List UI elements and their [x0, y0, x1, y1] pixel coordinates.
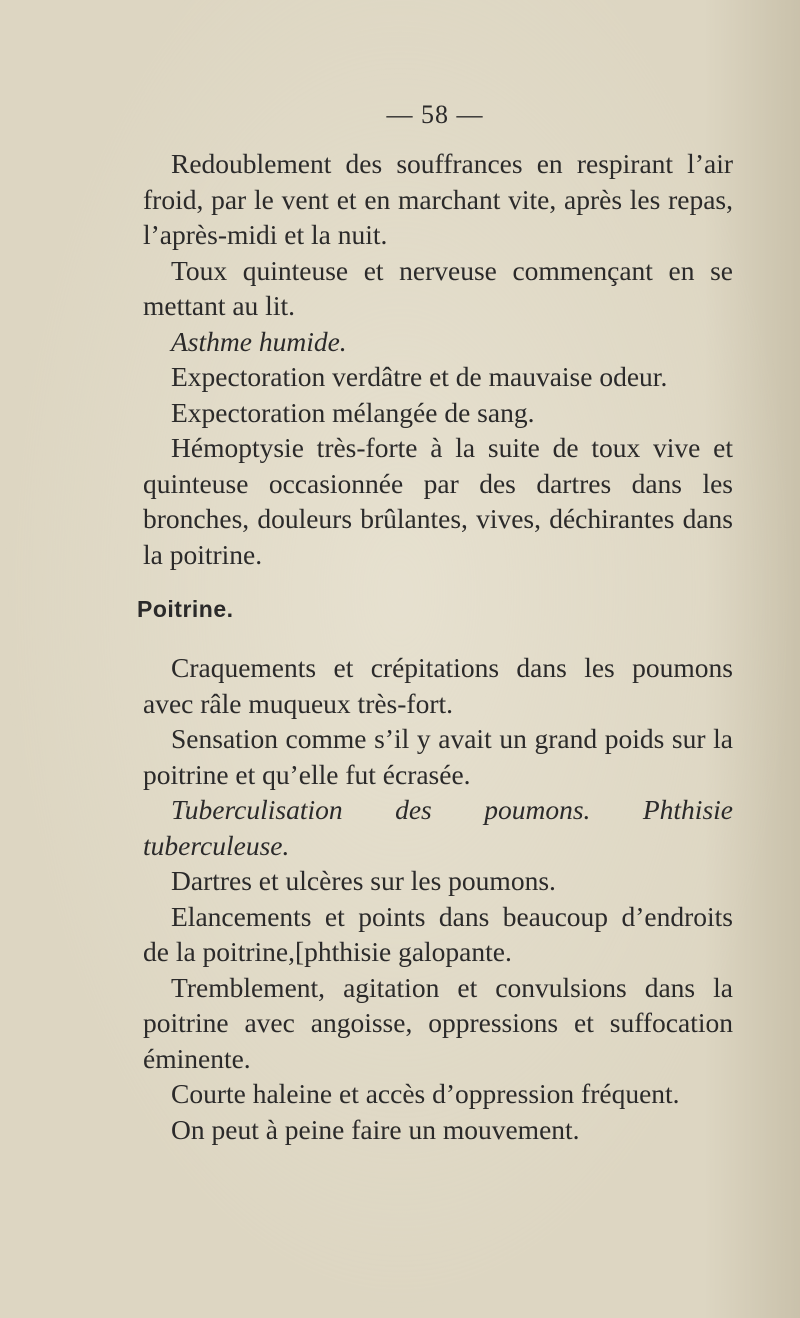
paragraph: Tuberculisation des poumons. Phthisie tuberculeuse. — [143, 794, 733, 861]
paragraph: Courte haleine et accès d’oppression fréquent. — [171, 1078, 680, 1109]
section-heading: Poitrine. — [137, 596, 234, 622]
body-text — [137, 146, 733, 1147]
paragraph: Expectoration verdâtre et de mauvaise odeur. — [171, 361, 668, 392]
paragraph: Sensation comme s’il y avait un grand poids sur la poitrine et qu’elle fut écrasée. — [143, 723, 733, 790]
paragraph: Toux quinteuse et nerveuse commençant en se mettant au lit. — [143, 254, 733, 321]
paragraph: Dartres et ulcères sur les poumons. — [171, 865, 556, 896]
paragraph: Redoublement des souffrances en respirant l’air froid, par le vent et en marchant vite, après les repas, l’après-midi et la nuit. — [143, 148, 733, 250]
paragraph: Hémoptysie très-forte à la suite de toux vive et quinteuse occasionnée par des dartres dans les bronches, douleurs brûlantes, vives, déchirantes dans la poitrine. — [143, 432, 733, 570]
paragraph: Asthme humide. — [171, 325, 347, 357]
page-number: — 58 — — [386, 100, 484, 129]
paragraph: Elancements et points dans beaucoup d’endroits de la poitrine,[phthisie galopante. — [143, 900, 733, 967]
paragraph: On peut à peine faire un mouvement. — [171, 1113, 580, 1145]
paragraph: Craquements et crépitations dans les poumons avec râle muqueux très-fort. — [143, 652, 733, 719]
paragraph: Expectoration mélangée de sang. — [171, 396, 535, 428]
paragraph: Tremblement, agitation et convulsions dans la poitrine avec angoisse, oppressions et suffocation éminente. — [143, 971, 733, 1074]
